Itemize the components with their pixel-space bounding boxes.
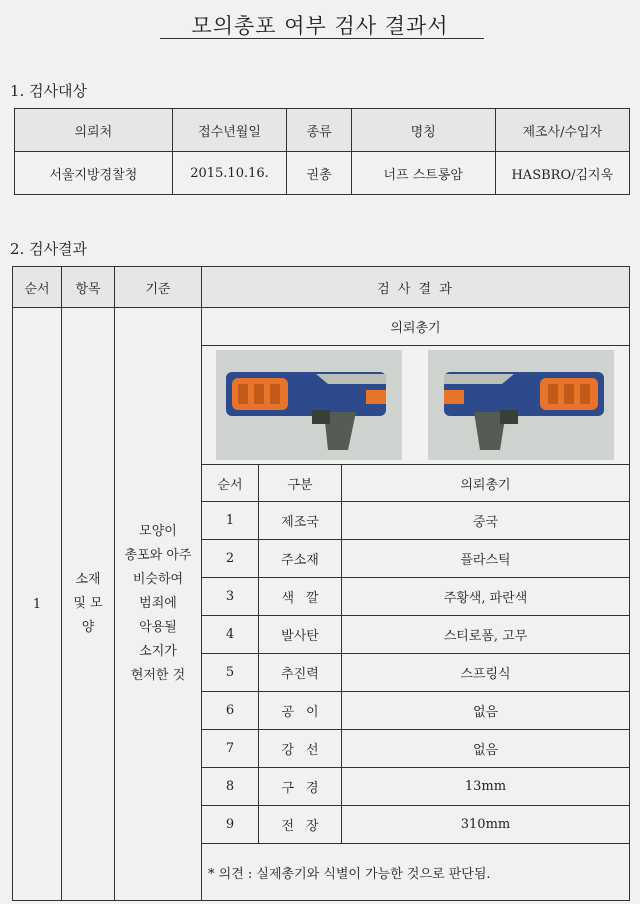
blaster-photo-right (428, 350, 614, 460)
table-row (202, 616, 629, 654)
header-item: 항목 (62, 267, 115, 308)
inner-category: 색깔 (259, 578, 342, 616)
criteria-text (115, 308, 202, 901)
criteria-line: 총포와 아주 (124, 548, 192, 563)
table-row (202, 768, 629, 806)
photos-cell (202, 346, 629, 465)
inner-order: 6 (202, 692, 259, 730)
table-row (15, 152, 630, 195)
inner-value: 플라스틱 (342, 540, 630, 578)
title-underline (160, 38, 484, 39)
inner-value: 없음 (342, 692, 630, 730)
inspection-result-table (12, 266, 630, 901)
blaster-left-image (216, 350, 402, 460)
inner-header-value: 의뢰총기 (342, 465, 630, 502)
requester-value: 서울지방경찰청 (15, 152, 173, 195)
table-row (13, 267, 630, 308)
blaster-right-image (428, 350, 614, 460)
opinion-text: * 의견 : 실제총기와 식별이 가능한 것으로 판단됨. (202, 844, 629, 901)
inner-order: 5 (202, 654, 259, 692)
row-number: 1 (13, 308, 62, 901)
table-row (202, 806, 629, 844)
blaster-photo-left (216, 350, 402, 460)
result-cell (202, 308, 630, 901)
table-row (202, 730, 629, 768)
inner-order: 4 (202, 616, 259, 654)
criteria-line: 악용될 (139, 620, 177, 635)
inner-category: 추진력 (259, 654, 342, 692)
inner-value: 스프링식 (342, 654, 630, 692)
criteria-line: 비슷하여 (132, 572, 184, 587)
table-row (202, 692, 629, 730)
image-caption: 의뢰총기 (202, 308, 629, 346)
inspection-target-table (14, 108, 630, 195)
table-row (202, 465, 629, 502)
table-row (13, 308, 630, 901)
inner-order: 9 (202, 806, 259, 844)
inner-value: 13mm (342, 768, 630, 806)
table-row (202, 844, 629, 901)
inner-value: 스티로폼, 고무 (342, 616, 630, 654)
header-criteria: 기준 (115, 267, 202, 308)
criteria-line: 모양이 (139, 524, 177, 539)
result-inner-table (202, 308, 629, 900)
type-value: 권총 (287, 152, 352, 195)
header-received-date: 접수년월일 (172, 109, 287, 152)
header-result: 검 사 결 과 (202, 267, 630, 308)
inner-order: 3 (202, 578, 259, 616)
table-row (202, 540, 629, 578)
table-row (202, 346, 629, 465)
inner-category: 발사탄 (259, 616, 342, 654)
name-value: 너프 스트롱암 (351, 152, 495, 195)
inner-order: 8 (202, 768, 259, 806)
inner-header-category: 구분 (259, 465, 342, 502)
header-name: 명칭 (351, 109, 495, 152)
inner-header-order: 순서 (202, 465, 259, 502)
inner-order: 2 (202, 540, 259, 578)
table-row (202, 578, 629, 616)
inner-category: 전장 (259, 806, 342, 844)
header-order: 순서 (13, 267, 62, 308)
inner-category: 공이 (259, 692, 342, 730)
header-requester: 의뢰처 (15, 109, 173, 152)
inner-category: 제조국 (259, 502, 342, 540)
inner-value: 310mm (342, 806, 630, 844)
inner-category: 강선 (259, 730, 342, 768)
criteria-line: 현저한 것 (130, 668, 186, 683)
inner-category: 구경 (259, 768, 342, 806)
table-row (202, 502, 629, 540)
inner-value: 중국 (342, 502, 630, 540)
section1-heading: 1. 검사대상 (10, 82, 88, 100)
photo-strip (202, 346, 629, 464)
table-row (202, 308, 629, 346)
header-manufacturer: 제조사/수입자 (495, 109, 629, 152)
criteria-line: 소지가 (139, 644, 177, 659)
table-row (15, 109, 630, 152)
received-date-value: 2015.10.16. (172, 152, 287, 195)
inner-order: 1 (202, 502, 259, 540)
table-row (202, 654, 629, 692)
header-type: 종류 (287, 109, 352, 152)
page-title: 모의총포 여부 검사 결과서 (191, 14, 449, 38)
inner-order: 7 (202, 730, 259, 768)
inner-value: 없음 (342, 730, 630, 768)
inner-value: 주황색, 파란색 (342, 578, 630, 616)
criteria-line: 범죄에 (139, 596, 177, 611)
item-label: 소재 및 모양 (62, 308, 115, 901)
inner-category: 주소재 (259, 540, 342, 578)
manufacturer-value: HASBRO/김지욱 (495, 152, 629, 195)
section2-heading: 2. 검사결과 (10, 240, 88, 258)
